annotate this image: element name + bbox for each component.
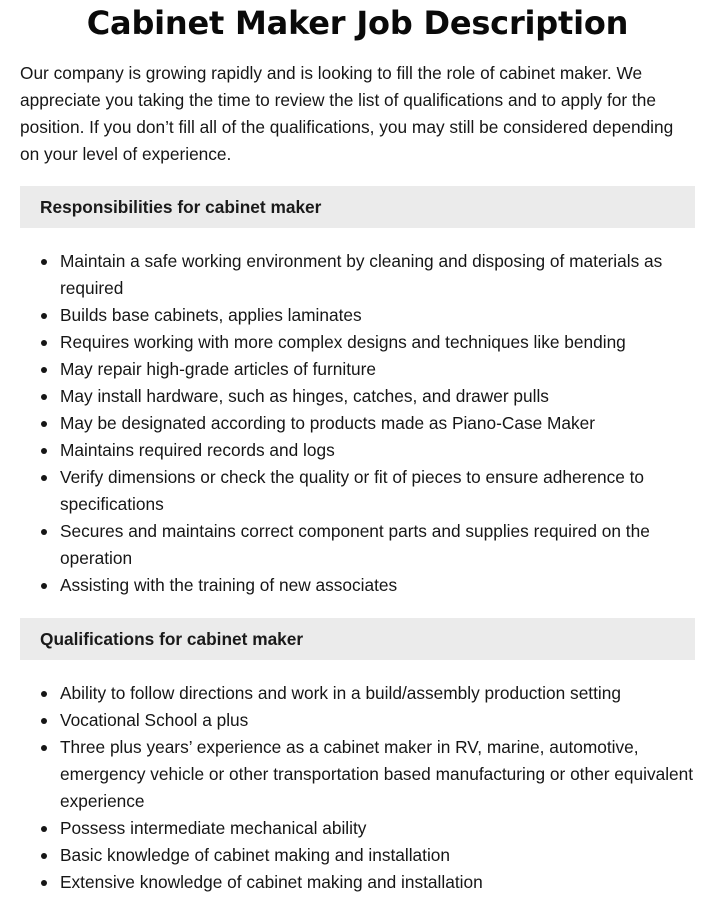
bullet-icon: [41, 718, 47, 724]
list-item: [20, 680, 695, 707]
list-item: [20, 248, 695, 302]
list-item: [20, 383, 695, 410]
list-item-text: Possess intermediate mechanical ability: [60, 818, 367, 838]
bullet-icon: [41, 880, 47, 886]
list-item: [20, 842, 695, 869]
page-title: Cabinet Maker Job Description: [86, 4, 629, 42]
qualifications-header: [20, 618, 695, 660]
list-item-text: Basic knowledge of cabinet making and installation: [60, 845, 451, 865]
bullet-icon: [41, 367, 47, 373]
list-item: [20, 572, 695, 599]
responsibilities-list: [20, 248, 695, 599]
qualifications-list: [20, 680, 695, 896]
bullet-icon: [41, 394, 47, 400]
list-item-text: May be designated according to products made as Piano-Case Maker: [60, 413, 596, 433]
list-item-text: Ability to follow directions and work in a build/assembly production setting: [60, 683, 621, 703]
bullet-icon: [41, 421, 47, 427]
list-item-text: Vocational School a plus: [60, 710, 249, 730]
responsibilities-heading: Responsibilities for cabinet maker: [40, 196, 322, 217]
list-item-text: Builds base cabinets, applies laminates: [60, 305, 362, 325]
bullet-icon: [41, 745, 47, 751]
list-item-text: Extensive knowledge of cabinet making and installation: [60, 872, 483, 892]
list-item-text: Three plus years’ experience as a cabinet maker in RV, marine, automotive, emergency vehicle or other transportation based manufacturing or other equivalent experience: [60, 737, 694, 811]
list-item: [20, 329, 695, 356]
list-item: [20, 437, 695, 464]
list-item: [20, 410, 695, 437]
bullet-icon: [41, 826, 47, 832]
list-item: [20, 707, 695, 734]
bullet-icon: [41, 529, 47, 535]
list-item-text: May repair high-grade articles of furniture: [60, 359, 377, 379]
bullet-icon: [41, 313, 47, 319]
list-item-text: Requires working with more complex designs and techniques like bending: [60, 332, 626, 352]
bullet-icon: [41, 691, 47, 697]
bullet-icon: [41, 259, 47, 265]
list-item-text: Assisting with the training of new associates: [60, 575, 398, 595]
list-item: [20, 356, 695, 383]
bullet-icon: [41, 853, 47, 859]
bullet-icon: [41, 448, 47, 454]
bullet-icon: [41, 340, 47, 346]
list-item-text: Verify dimensions or check the quality or fit of pieces to ensure adherence to specifications: [60, 467, 645, 514]
list-item-text: May install hardware, such as hinges, catches, and drawer pulls: [60, 386, 549, 406]
list-item: [20, 815, 695, 842]
bullet-icon: [41, 475, 47, 481]
list-item-text: Maintains required records and logs: [60, 440, 335, 460]
list-item: [20, 464, 695, 518]
list-item: [20, 302, 695, 329]
intro-paragraph: Our company is growing rapidly and is looking to fill the role of cabinet maker. We appreciate you taking the time to review the list of qualifications and to apply for the position. If you don’t fill all of the qualifications, you may still be considered depending on your level of experience.: [20, 63, 674, 164]
responsibilities-header: [20, 186, 695, 228]
list-item: [20, 869, 695, 896]
bullet-icon: [41, 583, 47, 589]
list-item: [20, 518, 695, 572]
qualifications-heading: Qualifications for cabinet maker: [40, 628, 304, 649]
list-item-text: Secures and maintains correct component parts and supplies required on the operation: [60, 521, 650, 568]
list-item-text: Maintain a safe working environment by cleaning and disposing of materials as required: [60, 251, 663, 298]
list-item: [20, 734, 695, 815]
